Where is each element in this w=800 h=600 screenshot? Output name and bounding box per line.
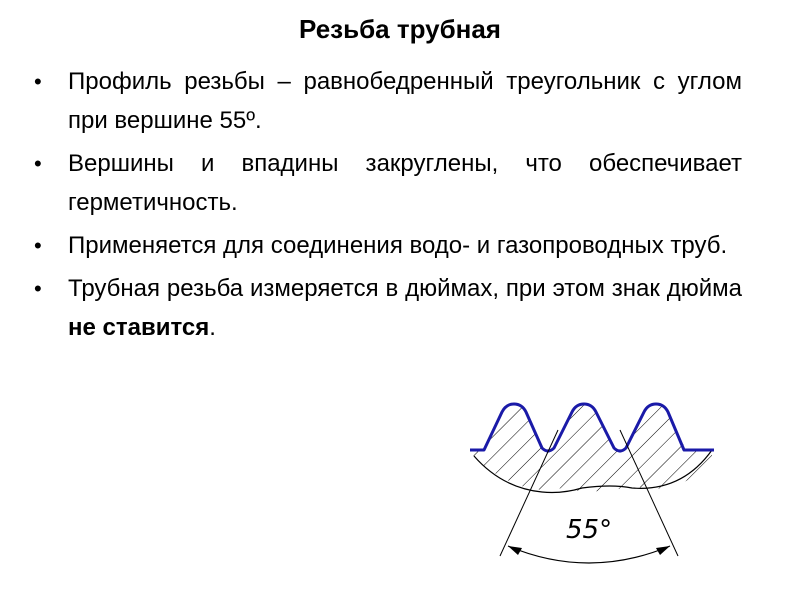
bullet-text: Профиль резьбы – равнобедренный треугольник с углом при вершине 55º. bbox=[68, 68, 742, 134]
angle-label: 55° bbox=[566, 515, 613, 545]
arrowhead-right-icon bbox=[656, 546, 670, 555]
bullet-icon: • bbox=[34, 69, 42, 94]
angle-dimension-arc bbox=[508, 546, 670, 563]
bullet-text: Вершины и впадины закруглены, что обеспечивает герметичность. bbox=[68, 150, 742, 216]
slide-title: Резьба трубная bbox=[299, 14, 501, 44]
bullet-icon: • bbox=[34, 276, 42, 301]
bullet-item bbox=[34, 144, 742, 222]
bullet-icon: • bbox=[34, 151, 42, 176]
bullet-icon: • bbox=[34, 233, 42, 258]
bullet-item bbox=[34, 62, 742, 140]
bullet-item bbox=[34, 226, 742, 265]
bullet-item bbox=[34, 269, 742, 347]
bullet-text-before: Трубная резьба измеряется в дюймах, при этом знак дюйма bbox=[68, 275, 742, 302]
bullet-text-bold: не ставится bbox=[68, 314, 210, 341]
thread-profile-diagram bbox=[462, 388, 722, 573]
bullet-text: Применяется для соединения водо- и газопроводных труб. bbox=[68, 232, 728, 259]
bullet-list bbox=[34, 62, 742, 351]
bullet-text-after: . bbox=[209, 314, 216, 341]
arrowhead-left-icon bbox=[508, 546, 522, 555]
